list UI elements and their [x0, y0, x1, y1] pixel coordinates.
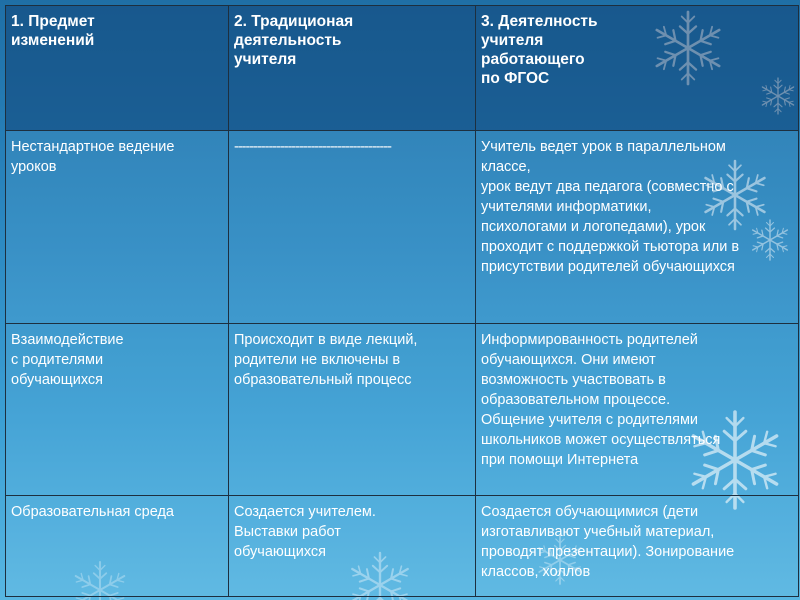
row3-traditional: Создается учителем. Выставки работ обучающихся — [229, 496, 476, 597]
row1-traditional: ----------------------------------------- — [229, 131, 476, 324]
row2-traditional: Происходит в виде лекций, родители не включены в образовательный процесс — [229, 324, 476, 496]
row1-subject: Нестандартное ведение уроков — [6, 131, 229, 324]
table-row — [6, 496, 799, 597]
header-subject-of-change: 1. Предмет изменений — [6, 6, 229, 131]
row3-subject: Образовательная среда — [6, 496, 229, 597]
header-fgos-activity: 3. Деятелность учителя работающего по ФГОС — [476, 6, 799, 131]
table-row — [6, 324, 799, 496]
table-row — [6, 131, 799, 324]
row1-fgos: Учитель ведет урок в параллельном классе, урок ведут два педагога (совместно с учителями информатики, психологами и логопедами), урок проходит с поддержкой тьютора или в присутствии родителей обучающихся — [476, 131, 799, 324]
header-traditional-activity: 2. Традиционая деятельность учителя — [229, 6, 476, 131]
row2-fgos: Информированность родителей обучающихся. Они имеют возможность участвовать в образовательном процессе. Общение учителя с родителями школьников может осуществляться при помощи Интернета — [476, 324, 799, 496]
row2-subject: Взаимодействие с родителями обучающихся — [6, 324, 229, 496]
row3-fgos: Создается обучающимися (дети изготавливают учебный материал, проводят презентации). Зонирование классов, холлов — [476, 496, 799, 597]
table-header-row — [6, 6, 799, 131]
comparison-table — [5, 5, 799, 597]
